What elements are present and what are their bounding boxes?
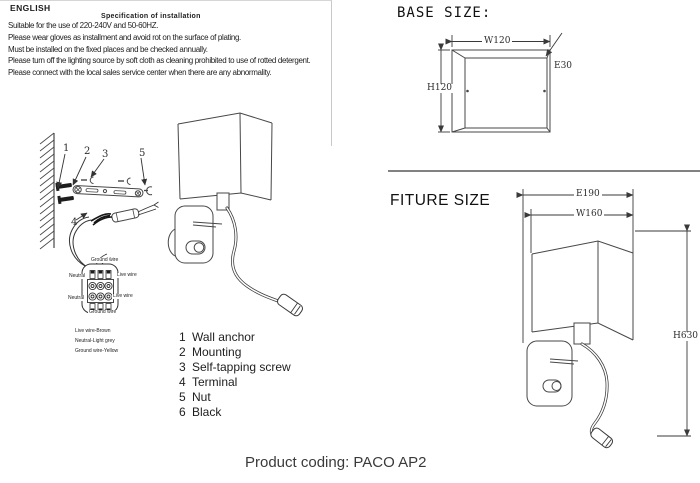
fixture-width-dim-label: W160 (576, 209, 603, 219)
callout-1: 1 (63, 143, 70, 154)
fixture-size-diagram (500, 180, 700, 460)
lamp-shade (178, 113, 272, 200)
part-label: Terminal (192, 374, 238, 389)
wiring-label-ground-bottom: Ground wire (89, 309, 117, 315)
screw-hole-right (543, 90, 546, 93)
spec-line: Must be installed on the fixed places and be checked annually. (8, 44, 208, 54)
fixture-depth-dim-label: E190 (576, 189, 600, 199)
terminal-block-graphic (82, 264, 118, 313)
mounting-bracket-graphic (73, 185, 143, 197)
spec-line: Please connect with the local sales service center when there are any abnormality. (8, 68, 272, 78)
fixture-height-dim-label: H630 (673, 331, 699, 341)
product-coding: Product coding: PACO AP2 (245, 454, 427, 471)
lamp-gooseneck (227, 208, 304, 317)
base-edge-dim-label: E30 (554, 61, 573, 71)
parts-list-item (179, 345, 291, 360)
part-label: Self-tapping screw (192, 359, 291, 374)
base-dimension-lines (438, 33, 562, 132)
part-number: 5 (179, 389, 186, 404)
fixture-mount (527, 323, 590, 406)
legend-neutral: Neutral-Light grey (75, 338, 115, 344)
screw-graphics (81, 177, 131, 185)
parts-list (179, 330, 291, 419)
wiring-label-neutral-top: Neutral (69, 273, 86, 279)
part-number: 4 (179, 374, 186, 389)
spec-line: Suitable for the use of 220-240V and 50-60HZ. (8, 21, 159, 30)
assembled-lamp-diagram (138, 105, 313, 320)
wiring-label-ground-top: Ground wire (91, 257, 119, 263)
wiring-label-live-bottom: Live wire (113, 293, 133, 299)
spec-title: Specification of installation (101, 13, 201, 20)
spec-instructions (8, 20, 338, 79)
part-label: Mounting (192, 344, 242, 359)
base-size-heading: BASE SIZE: (397, 5, 492, 21)
screw-hole-left (466, 90, 469, 93)
language-heading: ENGLISH (10, 3, 51, 13)
wiring-label-neutral-bottom: Neutral (68, 295, 85, 301)
parts-list-item (179, 405, 291, 420)
spec-line: Please wear gloves as installment and avoid rot on the surface of plating. (8, 32, 241, 42)
callout-5: 5 (139, 148, 146, 159)
fixture-gooseneck (582, 344, 614, 449)
legend-ground: Ground wire-Yellow (75, 348, 119, 354)
part-number: 3 (179, 359, 186, 374)
legend-live: Live wire-Brown (75, 328, 111, 334)
wall-hatch (40, 133, 54, 249)
callout-4: 4 (71, 217, 78, 228)
base-width-dim-label: W120 (484, 36, 511, 46)
parts-list-item (179, 330, 291, 345)
wire-color-legend (75, 326, 118, 356)
part-label: Nut (192, 389, 211, 404)
spec-line: Please turn off the lighting source by soft cloth as cleaning prohibited to use of rotted detergent. (8, 56, 311, 66)
parts-list-item (179, 375, 291, 390)
wall-anchor-graphic (55, 181, 74, 204)
lamp-mount (168, 193, 229, 263)
fixture-size-heading: FITURE SIZE (390, 192, 491, 209)
section-divider (388, 170, 700, 172)
part-number: 6 (179, 404, 186, 419)
part-label: Black (192, 404, 222, 419)
base-height-dim-label: H120 (427, 83, 453, 93)
part-number: 1 (179, 330, 186, 344)
parts-list-item (179, 390, 291, 405)
part-label: Wall anchor (192, 330, 255, 344)
parts-list-item (179, 360, 291, 375)
part-number: 2 (179, 344, 186, 359)
callout-2: 2 (84, 146, 91, 157)
wiring-label-live-top: Live wire (117, 272, 137, 278)
callout-3: 3 (102, 149, 109, 160)
